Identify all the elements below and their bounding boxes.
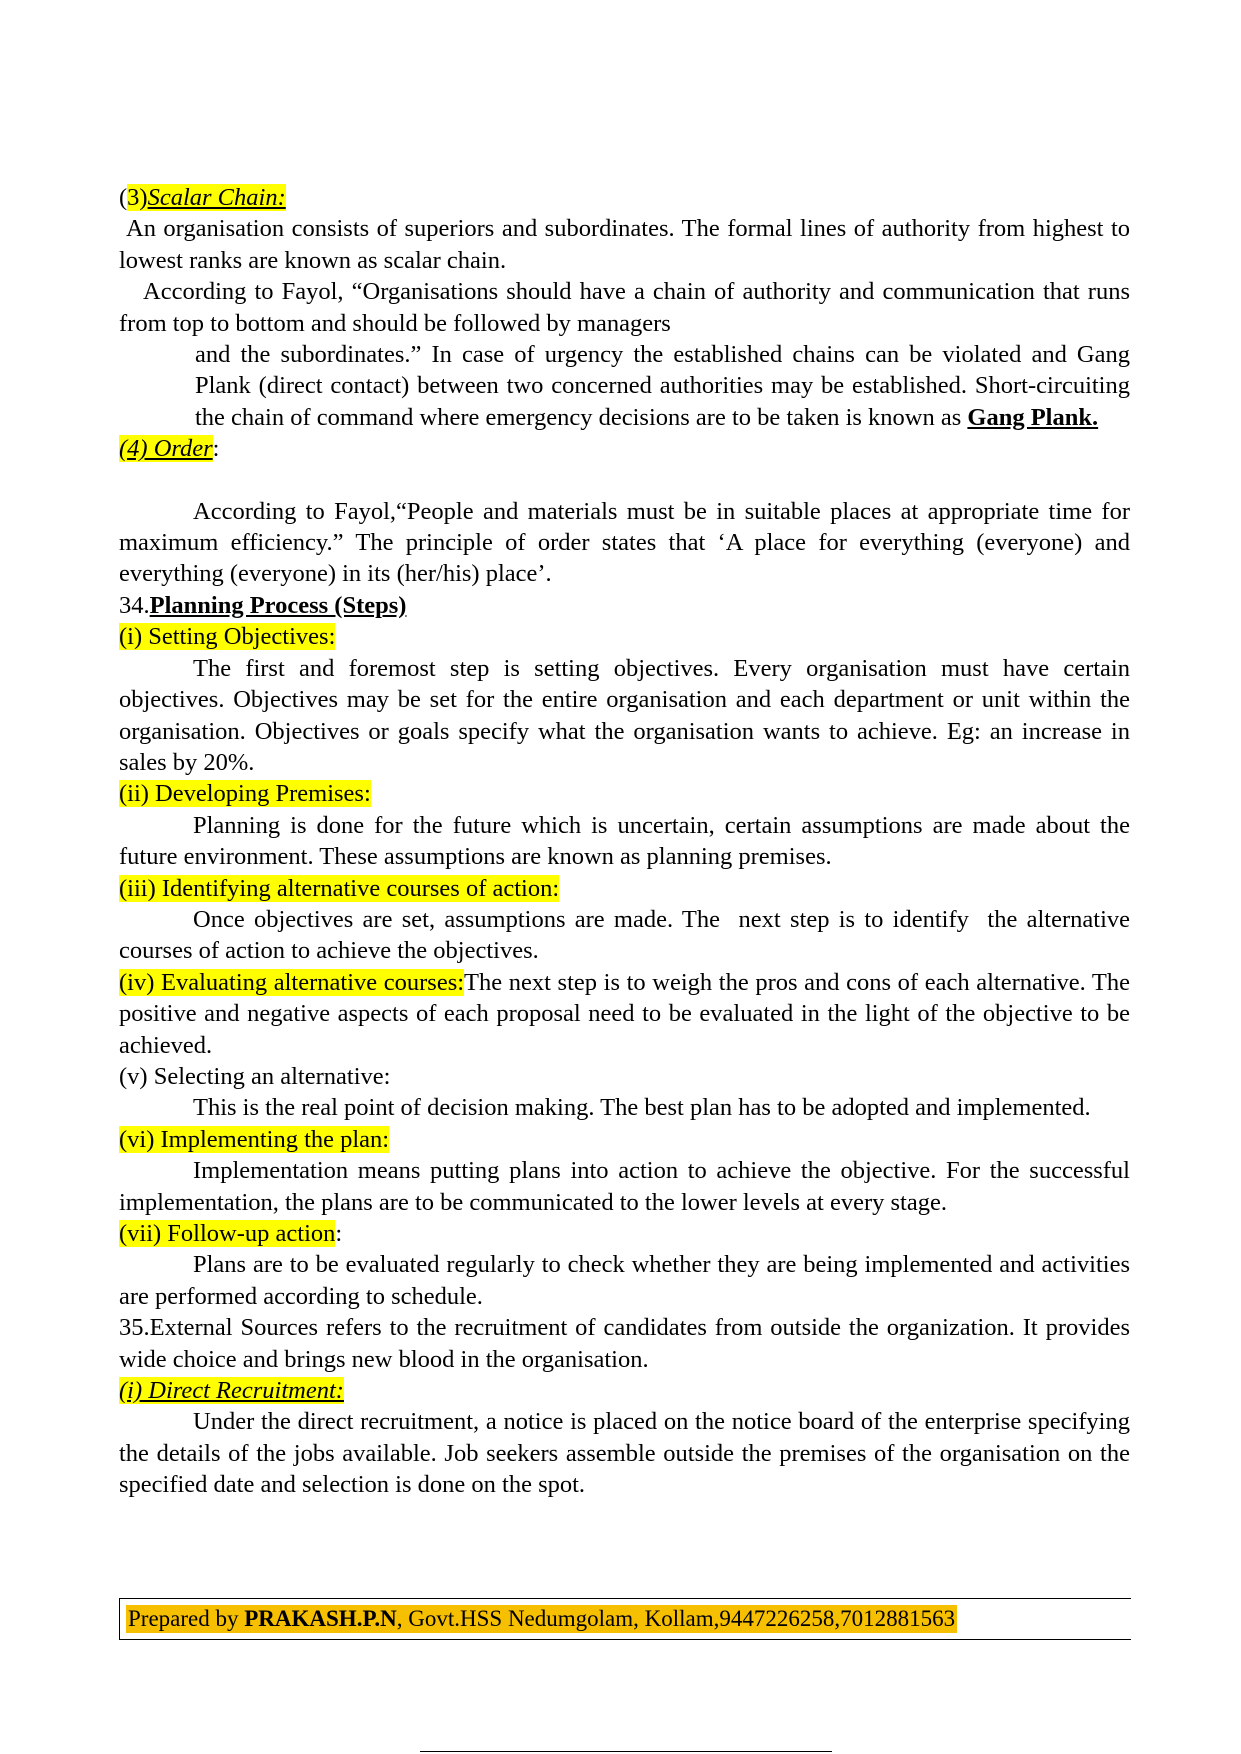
step-6-title [119,1124,1130,1155]
step-5-title: (v) Selecting an alternative: [119,1062,391,1090]
step-2-title-text: (ii) Developing Premises: [119,780,371,808]
step-7-text: Plans are to be evaluated regularly to check whether they are being implemented and activities are performed according to schedule. [119,1251,1130,1310]
planning-title: Planning Process (Steps) [149,591,407,619]
step-7-colon: : [335,1220,343,1247]
direct-recruitment-text: Under the direct recruitment, a notice is placed on the notice board of the enterprise specifying the details of the jobs available. Job seekers assemble outside the premises of the organisation on the specified date and selection is done on the spot. [119,1408,1130,1499]
footer-credit [126,1605,957,1633]
step-3-title [119,873,1130,904]
heading-paren: ( [119,184,128,211]
document-body [119,182,1143,1501]
direct-recruitment-heading [119,1375,1130,1406]
external-sources-paragraph: 35.External Sources refers to the recruitment of candidates from outside the organization. It provides wide choice and brings new blood in the organisation. [119,1314,1130,1373]
footer-contact: , Govt.HSS Nedumgolam, Kollam,9447226258,7012881563 [396,1606,956,1631]
step-4-paragraph [119,967,1130,1061]
footer-author-name: PRAKASH.P.N [244,1606,397,1631]
step-2-text: Planning is done for the future which is uncertain, certain assumptions are made about the future environment. These assumptions are known as planning premises. [119,811,1130,871]
spacer [119,465,1130,496]
step-7-title-text: (vii) Follow-up action [119,1220,336,1247]
step-3-title-text: (iii) Identifying alternative courses of action: [119,874,560,902]
scalar-chain-paragraph-2: According to Fayol, “Organisations should have a chain of authority and communication that runs from top to bottom and should be followed by managers [119,278,1130,337]
step-6-text: Implementation means putting plans into action to achieve the objective. For the successful implementation, the plans are to be communicated to the lower levels at every stage. [119,1157,1130,1216]
planning-number: 34. [119,591,150,619]
order-paragraph: According to Fayol,“People and materials must be in suitable places at appropriate time for maximum efficiency.” The principle of order states that ‘A place for everything (everyone) and everything (everyone) in its (her/his) place’. [119,497,1130,588]
step-1-text: The first and foremost step is setting objectives. Every organisation must have certain objectives. Objectives may be set for the entire organisation and each department or unit within the organisation. Objectives or goals specify what the organisation wants to achieve. Eg: an increase in sales by 20%. [119,654,1130,776]
scalar-chain-paragraph-3 [119,339,1130,433]
direct-recruitment-title: (i) Direct Recruitment: [119,1377,344,1405]
step-3-text: Once objectives are set, assumptions are made. The next step is to identify the alternative courses of action to achieve the objectives. [119,905,1143,965]
scalar-chain-title: Scalar Chain: [147,184,286,211]
step-5-text: This is the real point of decision making. The best plan has to be adopted and implemented. [193,1094,1091,1122]
step-4-title-text: (iv) Evaluating alternative courses: [119,968,465,996]
bottom-divider [420,1751,832,1752]
scalar-chain-heading [119,182,1130,213]
order-title: (4) Order [119,435,213,463]
gang-plank-term: Gang Plank. [967,403,1099,431]
order-colon: : [212,435,220,463]
step-1-title [119,621,1130,652]
step-4-text: The next step is to weigh the pros and cons of each alternative. The positive and negative aspects of each proposal need to be evaluated in the light of the objective to be achieved. [119,968,1130,1059]
step-7-title [119,1218,1130,1249]
planning-heading [119,590,1130,621]
step-1-title-text: (i) Setting Objectives: [119,623,336,651]
footer-box [119,1598,1131,1640]
step-6-title-text: (vi) Implementing the plan: [119,1125,390,1153]
scalar-chain-paragraph-3-text: and the subordinates.” In case of urgency the established chains can be violated and Gang Plank (direct contact) between two concerned authorities may be established. Short-circuiting the chain of command where emergency decisions are to be taken is known as [195,341,1130,431]
scalar-chain-paragraph-1: An organisation consists of superiors and subordinates. The formal lines of authority from highest to lowest ranks are known as scalar chain. [119,215,1130,274]
heading-number: 3) [127,184,148,211]
step-2-title [119,778,1130,809]
footer-prefix: Prepared by [128,1606,245,1631]
order-heading [119,433,1130,464]
